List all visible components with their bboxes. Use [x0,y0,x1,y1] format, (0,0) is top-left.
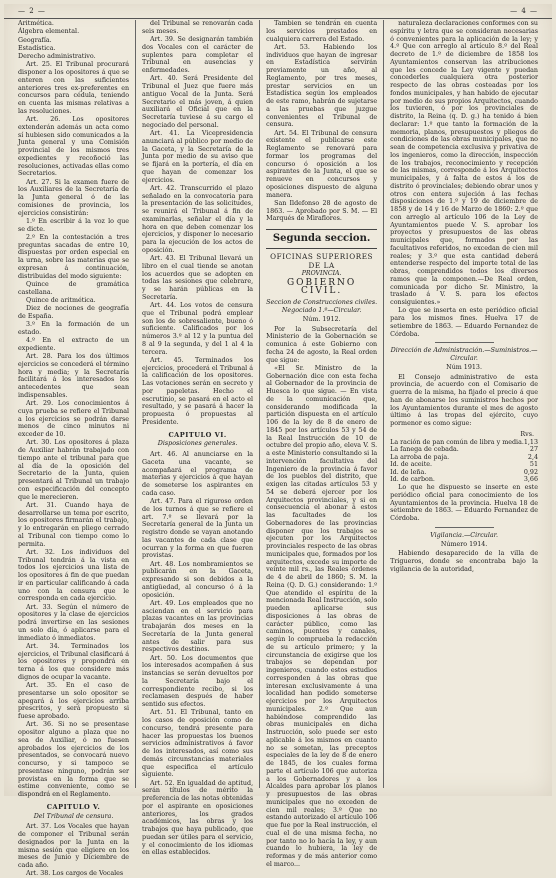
article-paragraph: Art. 31. Cuando haya de desarrollarse un tema por escrito, los opositores firmarán el trabajo, y lo entregarán en pliego cerrado al Tribunal con tiempo como lo permita. [18,501,130,548]
article-paragraph: Art. 54. El Tribunal de censura existente el publicarse este Reglamento se renovará para formar los programas del concurso ó oposición a los aspirantes de la Junta, el que se renueve en concursos y oposiciones dispuesto de alguna manera. [266,129,378,199]
article-paragraph: Art. 26. Los opositores extenderán además un acta como sí hubiesen sido comunicados a la Junta general y una Comisión provincial de los mismos tres expedientes y recoñoció las resoluciones, activadas ellas como Secretarios. [18,116,130,178]
article-paragraph: Art. 39. Se designarán también dos Vocales con el carácter de suplentes para completar el Tribunal en ausencias y enfermedades. [142,36,254,74]
chapter-heading: CAPITULO VI. [168,430,227,439]
notice-heading: Seccion de Construcciones civiles. Negociado 1.º—Circular. [266,299,378,314]
price-unit-label: Rvs. [520,430,534,438]
notice-number: Número 1914. [440,540,488,548]
article-paragraph: del Tribunal se renovarán cada seis meses. [142,20,254,35]
newspaper-page [4,4,552,878]
article-paragraph: Art. 28. Para los dos últimos ejercicios se concederá el término hora y media; y la Secretaría facilitará á los interesados los antecedentes que sean indispensables. [18,353,130,399]
price-value: 27 [529,446,538,454]
article-paragraph: Lo que se inserta en este periódico oficial para los mismos fines. Huelva 17 de setiembre de 1863. — Eduardo Fernandez de Córdoba. [390,307,538,338]
article-paragraph: naturaleza declaraciones conformes con su espíritu y letra que se consideran necesarias ó convenientes para la aplicación de la ley; y 4.º Que con arreglo al artículo 8.º del Real decreto de 1.º de diciembre de 1858 los Ayuntamientos conservan las atribuciones que les concede la Ley vigente y puedan concederles cualquiera otra posterior respecto de las obras costeadas por los fondos municipales, y han habido de ejecutar por medio de sus propios Arquitectos, cuando los tuvieren, ó por los provinciales de distrito, la Reina (q. D. g.) ha tenido á bien declarar: 1.º que tanto la formación de la memoria, planos, presupuestos y pliegos de condiciones de las obras municipales, que no sean de competencia exclusiva y privativa de los ingenieros, como la dirección, inspección de los trabajos, reconocimiento y recepción de las mismas, corresponde á los Arquitectos municipales, y á falta de estos á los de distrito ó provinciales; debiendo obrar unos y otros con entera sujeción á las fechas disposiciones de 1.º y 19 de diciembre de 1858 y de 14 y 16 de Marzo de 1860: 2.º que con arreglo al artículo 106 de la Ley de Ayuntamientos puede V. S. aprobar los proyectos y presupuestos de las obras municipales que, formados por las facultativos referidos, no excedan de cien mil reales; y 3.º que esta cantidad deberá entenderse respecto del importe total de las obras, comprendidos todos los diversos ramos que la componen.—De Real orden, comunicada por dicho Sr. Ministro, la traslado á V. S. para los efectos consiguientes.» [390,20,538,306]
article-paragraph: 3.º En la formación de un estado. [18,321,130,336]
article-paragraph: Art. 29. Los conocimientos á cuya prueba se refiere el Tribunal a los ejercicios se podrán darse menos de cinco minutos ni exceder de 10. [18,400,130,438]
article-paragraph: Art. 44. Los votos de censura que el Tribunal podrá emplear son los de sobresaliente, bueno ó suficiente. Calificados por los números 3.º al 12 y la puntua del 8 al 9 la segunda, y del 1 al 4 la tercera. [142,302,254,356]
price-table-header [390,431,538,439]
price-item: Id. de carbon. [390,476,435,484]
article-paragraph: El Consejo administrativo de esta provincia, de acuerdo con el Comisario de guerra de la misma, ha fijado el precio á que han de abonarse los suministros hechos por los Ayuntamientos durante el mes de agosto último á las tropas del ejército, cuyo pormenor es como sigue: [390,373,538,427]
column-4 [384,20,544,788]
divider [435,342,494,343]
article-paragraph: Diez de nociones de geografía de España. [18,305,130,320]
notice-heading: Vigilancia.—Circular. [430,531,499,539]
article-paragraph: Lo que he dispuesto se inserte en este periódico oficial para conocimiento de los Ayuntamientos de la provincia. Huelva 18 de setiembre de 1863. — Eduardo Fernandez de Córdoba. [390,484,538,523]
article-paragraph: Art. 50. Los documentos que los interesados acompañen á sus instancias se serán devueltos por la Secretaría bajo el correspondiente recibo, si los reclamasen después de haber sentido sus efectos. [142,654,254,708]
article-paragraph: Art. 41. La Vicepresidencia anunciará al público por medio de la Gaceta, y la Secretaría de la Junta por medio de su aviso que se fijará en la portería, el día en que hayan de comenzar los ejercicios. [142,130,254,184]
subject-item: Geografía. [18,36,52,44]
notice-number: Núm. 1912. [302,315,341,323]
column-1 [12,20,136,878]
chapter-subtitle: Del Tribunal de censura. [33,812,114,820]
section-heading: Segunda seccion. [266,229,377,249]
article-paragraph: Art. 35. En el caso de presentarse un solo opositor se apegará á los ejercicios arriba prescritos, y será propuesto si fuese aprobado. [18,682,130,720]
price-item: Id. de aceite. [390,461,433,469]
price-value: 3,66 [523,476,538,484]
header-left-mark: — 2 — [18,7,46,15]
office-heading: OFICINAS SUPERIORES DE LA [270,252,374,270]
column-2 [136,20,260,857]
article-paragraph: Art. 36. Si no se presentase opositor alguno a plaza que no sea de Auxiliar, ó no fuesen aprobados los ejercicios de los presentados, se convocará nuevo concurso, y si tampoco se presentase ninguno, podrán ser provistas en la forma que se estime conveniente, como se dispondrá en el Reglamento. [18,721,130,798]
article-paragraph: Art. 42. Transcurrido el plazo señalado en la convocatoria para la presentación de las solicitudes, se reunirá el Tribunal á fin de examinarlas, señalar el día y la hora en que deben comenzar los ejercicios, y disponer lo necesario para la ejecución de los actos de oposición. [142,184,254,254]
article-paragraph: Art. 25. El Tribunal procurará disponer a los opositores á que se enteren con las suficientes anteriores tres ex-preferentes en concursos para cédula, teniendo en cuenta las mismas relativas a las resoluciones. [18,61,130,115]
columns [12,20,544,878]
article-paragraph: 4.º En el extracto de un expediente. [18,337,130,352]
article-paragraph: Art. 49. Los empleados que no asciendan en el servicio para plazas vacantes en las provincias trabajarán dos meses en la Secretaría de la Junta general antes de salir para sus respectivos destinos. [142,599,254,654]
article-paragraph: Art. 34. Terminados los ejercicios, el Tribunal clasificará á los opositores y propondrá en terna á los que considere más dignos de ocupar la vacante. [18,642,130,681]
article-paragraph: Art. 52. En igualdad de aptitud, serán títulos de mérito la preferencia de las notas obtenidas por el aspirante en oposiciones anteriores, los grados académicos, las obras y los trabajos que haya publicado, que puedan ser útiles para el servicio, y el conocimiento de los idiomas en ellas establecidos. [142,779,254,857]
article-paragraph: Art. 48. Los nombramientos se publicarán en la Gaceta, expresando si son debidos a la antigüedad, al concurso ó á la oposición. [142,560,254,599]
price-value: 2,4 [527,453,538,461]
article-paragraph: 2.º En la contestación a tres preguntas sacadas de entre 10, dispuestas por orden especial en la urna, sobre las materias que se expresan á continuación, distribuidas del modo siguiente: [18,233,130,280]
header-right-mark: — 4 — [510,7,538,15]
divider [435,527,494,528]
gobierno-heading: GOBIERNO CIVIL. [286,277,357,296]
price-item: La arroba de paja. [390,453,450,461]
article-paragraph: Art. 47. Para el riguroso orden de los turnos á que se refiere el art. 7.º se llevará por la Secretaría general de la Junta un registro donde se vayan anotando las vacantes de cada clase que ocurran y la forma en que fueren provistas. [142,498,254,560]
article-paragraph: Quince de aritmética. [26,296,96,304]
price-row [390,446,538,454]
article-paragraph: Art. 27. Si la examen fuere de los Auxiliares de la Secretaría de la Junta general ó de las comisiones de provincia, los ejercicios consistirán: [18,178,130,217]
price-item: La ración de pan común de libra y media. [390,438,524,446]
article-paragraph: Art. 46. Al anunciarse en la Gaceta una vacante, se acompañará el programa de materias y ejercicios á que hayan de someterse los aspirantes en cada caso. [142,451,254,497]
article-paragraph: Por la Subsecretaría del Ministerio de la Gobernación se comunica á este Gobierno con fecha 24 de agosto, la Real orden que sigue: [266,325,378,364]
article-paragraph: Art. 43. El Tribunal llevará un libro en el cual tiende se anotan los acuerdos que se adopten en todas las sesiones que celebrare, y se harán públicas en la Secretaría. [142,255,254,301]
price-value: 1,13 [523,438,538,446]
subject-item: Aritmética. [18,20,54,27]
chapter-heading: CAPITULO V. [46,802,101,811]
article-paragraph: «El Sr. Ministro de la Gobernación dice con esta fecha al Gobernador de la provincia de Huesca lo que sigue. — En vista de la comunicación que, considerando modificada la partición dispuesta en el artículo 106 de la ley de 8 de enero de 1845 por los artículos 53 y 54 de la Real Instrucción de 10 de octubre del propio año, eleva V. S. a este Ministerio consultando si la intervención facultativa del Ingeniero de la provincia á favor de los pueblos del distrito, que exigen las citadas artículos 53 y 54 se deberá ejercer por los Arquitectos provinciales, y si en consecuencia el abonar á estos las facultades de los Gobernadores de las provincias disponer que los trabajos se ejecuten por los Arquitectos provinciales respecto de las obras municipales que, formados por los arquitectos, excede su importe de veinte mil rs., las Reales órdenes de 4 de abril de 1860; S. M. la Reina (Q. D. G.) considerando: 1.º Que atendido el espíritu de la mencionada Real Instrucción, solo pueden aplicarse sus disposiciones á las obras de carácter público, como las caminos, puentes y canales, según lo comprueba la redacción de su artículo primero; y la circunstancia de exigirse que los trabajos se dependan por ingenieros, cuando estos estudios corresponden á las obras que interesan exclusivamente á una localidad han podido someterse ejercicios por los Arquitectos municipales. 2.º Que aun habiéndose comprendido las obras municipales en dicha Instrucción, solo puede ser esto aplicable á los mismos en cuanto no se sometan, las preceptos especiales de la ley de 8 de enero de 1845, de los cuales forma parte el artículo 106 que autoriza a los Gobernadores y a los Alcaldes para aprobar los planos y presupuestos de las obras municipales que no exceden de cien mil reales; 3.º Que no estando autorizado el artículo 106 que fue por la Real instrucción, el cual el de una misma fecha, no por tanto no lo hacía la ley, y aun cuando lo hubiera, la ley de reformas y de más anterior como el marco... [266,364,378,868]
subject-item: Derecho administrativo. [18,53,96,60]
article-paragraph: Art. 40. Será Presidente del Tribunal el Juez que fuere más antiguo Vocal de la Junta. Será Secretario el más joven, á quien auxiliará el Oficial que en la Secretaría tuviese á su cargo el negociado del personal. [142,75,254,129]
article-paragraph: San Ildefonso 28 de agosto de 1863. — Aprobado por S. M. — El Marqués de Miraflores. [266,199,378,223]
article-paragraph: Tambien se tendrán en cuenta los servicios prestados en cualquiera carrera del Estado. [266,20,378,43]
article-paragraph: Art. 32. Los individuos del Tribunal tendrán á la vista en todos los ejercicios una lista de los opositores á fin de que puedan ir en particular calificando á cada uno con la censura que le corresponda en cada ejercicio. [18,548,130,603]
article-paragraph: Art. 53. Habiendo los individuos que hayan de ingresar en Estadística servirán previamente un año, al Reglamento, por tres meses, prestar servicios en un Estadística según los empleados de este ramo, habrán de sujetarse a las pruebas que juzgue convenientes el Tribunal de censura. [266,43,378,129]
subject-item: Estadística. [18,44,56,52]
article-paragraph: Quince de gramática castellana. [18,280,130,296]
column-3 [260,20,384,868]
chapter-subtitle: Disposiciones generales. [157,440,238,448]
page-header [4,4,552,19]
price-row [390,476,538,484]
price-item: Id. de leña. [390,468,427,476]
article-paragraph: Art. 30. Los opositores á plaza de Auxiliar habrán trabajado con tiempo ante el tribunal para que al día de la oposición del Secretario de la Junta, quien presentará al Tribunal un trabajo con especificación del concepto que le merecieren. [18,439,130,501]
province-heading: PROVINCIA. [301,270,342,277]
price-row [390,439,538,447]
subject-item: Álgebra elemental. [18,28,80,36]
price-value: 51 [529,461,538,469]
price-row [390,461,538,469]
subject-list [18,20,129,61]
article-paragraph: Art. 51. El Tribunal, tanto en los casos de oposición como de concurso, tendrá presente para hacer las propuestas los buenos servicios administrativos á favor de los interesados, así como sus demás circunstancias materiales que especifica el artículo siguiente. [142,709,254,779]
notice-heading: Dirección de Administración.—Suministros.—Circular. [390,347,538,362]
article-paragraph: Art. 38. Los cargos de Vocales [26,870,124,878]
article-paragraph: 1.º En escribir á la voz lo que se dicte. [18,217,130,233]
article-paragraph: Art. 33. Según el número de opositores y la clase de ejercicios podrá invertirse en las sesiones un solo día, ó aplicarse para el inmediato ó inmediatos. [18,603,130,642]
article-paragraph: Art. 37. Los Vocales que hayan de componer el Tribunal serán designados por la Junta en la misma sesión que eligiere en los meses de Junio y Diciembre de cada año. [18,823,130,869]
article-paragraph: Art. 45. Terminados los ejercicios, procederá el Tribunal á la calificación de los opositores. Las votaciones serán en secreto y por papeletas. Hecho el escrutinio, se pasará en el acto el resultado, y se pasará á hacer la propuesta ó propuestas al Presidente. [142,356,254,426]
price-table [390,439,538,485]
notice-number: Núm 1913. [446,363,482,371]
article-paragraph: Habiendo desaparecido de la villa de Trigueros, donde se encontraba bajo la vigilancia de la autoridad, [390,550,538,573]
price-value: 0,92 [523,468,538,476]
price-item: La fanega de cebada. [390,446,459,454]
